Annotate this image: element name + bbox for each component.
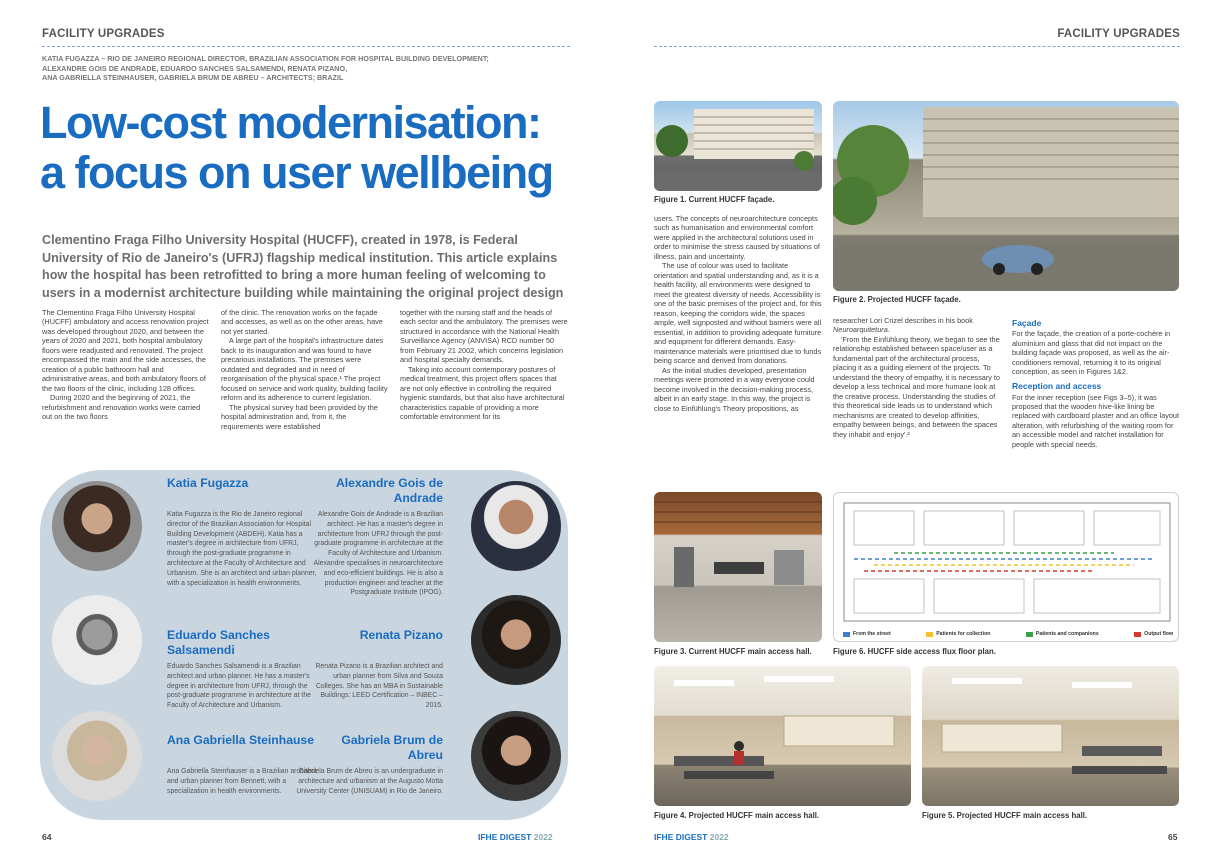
publication-brand — [478, 832, 553, 842]
body-column-2 — [221, 308, 389, 463]
paragraph: A large part of the hospital's infrastructure dates back to its inauguration and was found to have precarious installations. The premises were outdated and degraded and in need of reorganisation of the physical space.¹ The project focused on service and work quality, building facility reform and its adherence to current legislation. — [221, 336, 388, 403]
projected-hall-graphic — [922, 666, 1179, 806]
legend-swatch — [1134, 632, 1141, 637]
section-tag: FACILITY UPGRADES — [1057, 28, 1180, 40]
title-line: Low-cost modernisation: — [40, 97, 541, 148]
paragraph: 'From the Einfühlung theory, we began to see the relationship established between space/user as a fundamental part of the architectural process, placing it as a guiding element of the projects. To understand the theory of empathy, it is necessary to develop a less technical and more humane look at the creative process. Understanding the studies of this theoretical side leads us to understand which mechanisms are created to develop affinities, empathy between beings, and between the spaces they inhabit and enjoy'.² — [833, 334, 1000, 439]
bio-text: Ana Gabriella Steinhauser is a Brazilian architect and urban planner from Bennett, with a specialization in health environments. — [167, 768, 317, 795]
figure-caption: Figure 2. Projected HUCFF façade. — [833, 295, 961, 304]
legend-item — [1026, 631, 1099, 637]
legend-item — [843, 631, 891, 637]
legend-label: From the street — [853, 631, 891, 637]
legend-item — [926, 631, 990, 637]
legend-swatch — [843, 632, 850, 637]
figure-current-facade — [654, 101, 822, 191]
paragraph: As the initial studies developed, presentation meetings were promoted in a way everyone could become involved in the decision-making process, albeit in an early stage. In this way, the project is close to Einfühlung's Theory propositions, as — [654, 365, 815, 413]
paragraph: The physical survey had been provided by the hospital administration and, from it, the requirements were established — [221, 402, 378, 431]
floor-plan-graphic — [834, 493, 1179, 642]
avatar — [47, 476, 147, 576]
section-tag: FACILITY UPGRADES — [42, 28, 165, 40]
text-run: researcher Lori Crizel describes in his book — [833, 316, 973, 325]
bio-text: Gabriela Brum de Abreu is an undergraduate in architecture and urbanism at the Augusto Motta University Center (UNISUAM) in Rio de Janeiro. — [296, 768, 443, 795]
page-number: 64 — [42, 832, 52, 842]
figure-projected-hall-5 — [922, 666, 1179, 806]
body-column-3 — [400, 308, 568, 463]
dashed-rule — [42, 46, 570, 47]
figure-caption: Figure 1. Current HUCFF façade. — [654, 195, 775, 204]
bio-name: Renata Pizano — [359, 628, 443, 642]
subheading: Façade — [1012, 318, 1042, 328]
paragraph: of the clinic. The renovation works on the façade and accesses, as well as on the other areas, have not yet started. — [221, 308, 383, 336]
author-line: ANA GABRIELLA STEINHAUSER, GABRIELA BRUM DE ABREU – ARCHITECTS; BRAZIL — [42, 73, 344, 83]
figure-floor-plan — [833, 492, 1179, 642]
standfirst: Clementino Fraga Filho University Hospital (HUCFF), created in 1978, is Federal University of Rio de Janeiro's (UFRJ) flagship medical institution. This article explains how the hospital has been retrofitted to bring a more human feeling of welcoming to users in a modernist architecture building while maintaining the original project design — [42, 233, 564, 300]
paragraph: For the inner reception (see Figs 3–5), it was proposed that the wooden hive-like lining be replaced with cardboard plaster and an office layout alteration, with refurbishing of the waiting room for an accessible model and ratchet installation for people with special needs. — [1012, 392, 1179, 449]
projected-hall-graphic — [654, 666, 911, 806]
bio-text: Renata Pizano is a Brazilian architect and urban planner from Silva and Souza Colleges. She has an MBA in Sustainable Buildings: LEED Certification – INBEC – 2015. — [315, 663, 443, 710]
bio-name: Eduardo Sanches Salsamendi — [167, 628, 270, 657]
paragraph: During 2020 and the beginning of 2021, the refurbishment and renovation works were carried out on the two floors — [42, 393, 201, 422]
floor-plan-legend — [843, 631, 1173, 637]
bio-name: Gabriela Brum de Abreu — [341, 733, 443, 762]
figure-caption: Figure 6. HUCFF side access flux floor plan. — [833, 647, 996, 656]
bio-name: Alexandre Gois de Andrade — [335, 476, 443, 505]
body-column-1 — [42, 308, 210, 463]
facade-photo-graphic — [654, 101, 822, 191]
author-list — [42, 54, 582, 83]
page-number: 65 — [1168, 832, 1178, 842]
avatar — [47, 590, 147, 690]
paragraph: researcher Lori Crizel describes in his book Neuroarquitetura. — [833, 316, 973, 335]
legend-swatch — [1026, 632, 1033, 637]
avatar — [466, 590, 566, 690]
author-line: KATIA FUGAZZA – RIO DE JANEIRO REGIONAL DIRECTOR, BRAZILIAN ASSOCIATION FOR HOSPITAL BUILDING DEVELOPMENT; — [42, 54, 489, 63]
title-line: a focus on user wellbeing — [40, 146, 553, 198]
bio-name: Ana Gabriella Steinhause — [167, 733, 314, 747]
legend-item — [1134, 631, 1173, 637]
author-line: ALEXANDRE GOIS DE ANDRADE, EDUARDO SANCHES SALSAMENDI, RENATA PIZANO, — [42, 63, 348, 73]
figure-projected-facade — [833, 101, 1179, 291]
paragraph: For the façade, the creation of a porte-cochère in aluminium and glass that did not impact on the building façade was proposed, as well as the air-conditioners removal, returning it to its original conception, as seen in Figures 1&2. — [1012, 329, 1171, 376]
publication-brand — [654, 832, 729, 842]
paragraph: The use of colour was used to facilitate orientation and spatial understanding and, as it is a health facility, all environments were designed to meet the greatest diversity of needs. Accessibility is one of the basic premises of the project and, for this reason, keeping the corridors wide, the spaces ample, well signposted and without barriers were all essential, in addition to providing adequate furniture and equipment for different demands. Easy-maintenance materials were prioritised due to funds being scarce and derived from donations. — [654, 261, 822, 366]
body-column-5 — [833, 316, 1001, 486]
bio-text: Eduardo Sanches Salsamendi is a Brazilian architect and urban planner. He has a master's degree in architecture from UFRJ, through the post-graduate programme in architecture at the Faculty of Architecture and Urbanism. — [167, 663, 312, 710]
brand-name: IFHE DIGEST — [478, 832, 532, 842]
paragraph: Taking into account contemporary postures of medical treatment, this project offers spaces that are not only effective in controlling the required hygienic standards, but that also have architectural characteristics capable of providing a more comfortable environment for its — [400, 364, 565, 422]
dashed-rule — [654, 46, 1180, 47]
figure-caption: Figure 5. Projected HUCFF main access hall. — [922, 811, 1088, 820]
legend-label: Output flow — [1144, 631, 1173, 637]
legend-label: Patients for collection — [936, 631, 991, 637]
bio-text: Katia Fugazza is the Rio de Janeiro regional director of the Brazilian Association for Hospital Building Development (ABDEH). Katia has a master's degree in architecture from UFRJ, through the post-graduate programme in architecture at the Faculty of Architecture and Urbanism. She is an architect and urban planner, with a specialization in health environments. — [167, 511, 317, 587]
paragraph: together with the nursing staff and the heads of each sector and the ambulatory. The premises were structured in accordance with the National Health Surveillance Agency (ANVISA) RCD number 50 from February 21 2002, which concerns legislation and hospital specialty demands. — [400, 308, 568, 365]
body-column-4 — [654, 214, 822, 484]
bio-text: Alexandre Gois de Andrade is a Brazilian architect. He has a master's degree in architecture from UFRJ through the post-graduate programme in architecture at the Faculty of Architecture and Urbanism. Alexandre specialises in neuroarchitecture and eco-efficient buildings. He is also a production engineer and teacher at the Postgraduate Institute (IPOG). — [313, 511, 443, 597]
book-title: Neuroarquitetura — [833, 325, 888, 335]
article-title — [40, 98, 600, 197]
brand-year: 2022 — [533, 832, 553, 842]
current-hall-graphic — [654, 492, 822, 642]
figure-current-hall — [654, 492, 822, 642]
figure-projected-hall-4 — [654, 666, 911, 806]
figure-caption: Figure 4. Projected HUCFF main access hall. — [654, 811, 820, 820]
figure-caption: Figure 3. Current HUCFF main access hall. — [654, 647, 812, 656]
bio-name: Katia Fugazza — [167, 476, 249, 490]
brand-name: IFHE DIGEST — [654, 832, 708, 842]
subheading: Reception and access — [1012, 381, 1102, 392]
paragraph: users. The concepts of neuroarchitecture concepts such as humanisation and environmental comfort were applied in the architectural solutions used in order to minimise the stress caused by situations of illness, pain and uncertainty. — [654, 214, 820, 261]
legend-swatch — [926, 632, 933, 637]
projected-facade-graphic — [833, 101, 1179, 291]
avatar — [47, 706, 147, 806]
paragraph: The Clementino Fraga Filho University Hospital (HUCFF) ambulatory and access renovation project was developed throughout 2020, and between the years of 2020 and 2021, both hospital ambulatory floors were readjusted and renovated. The project encompassed the main and the side accesses, the creation of a public bathroom hall and administrative areas, and both ambulatory floors of the two floors of the clinic, including 128 offices. — [42, 308, 209, 393]
body-column-6 — [1012, 316, 1180, 486]
legend-label: Patients and companions — [1035, 631, 1099, 637]
left-page — [0, 0, 600, 856]
brand-year: 2022 — [709, 832, 729, 842]
avatar — [466, 476, 566, 576]
avatar — [466, 706, 566, 806]
